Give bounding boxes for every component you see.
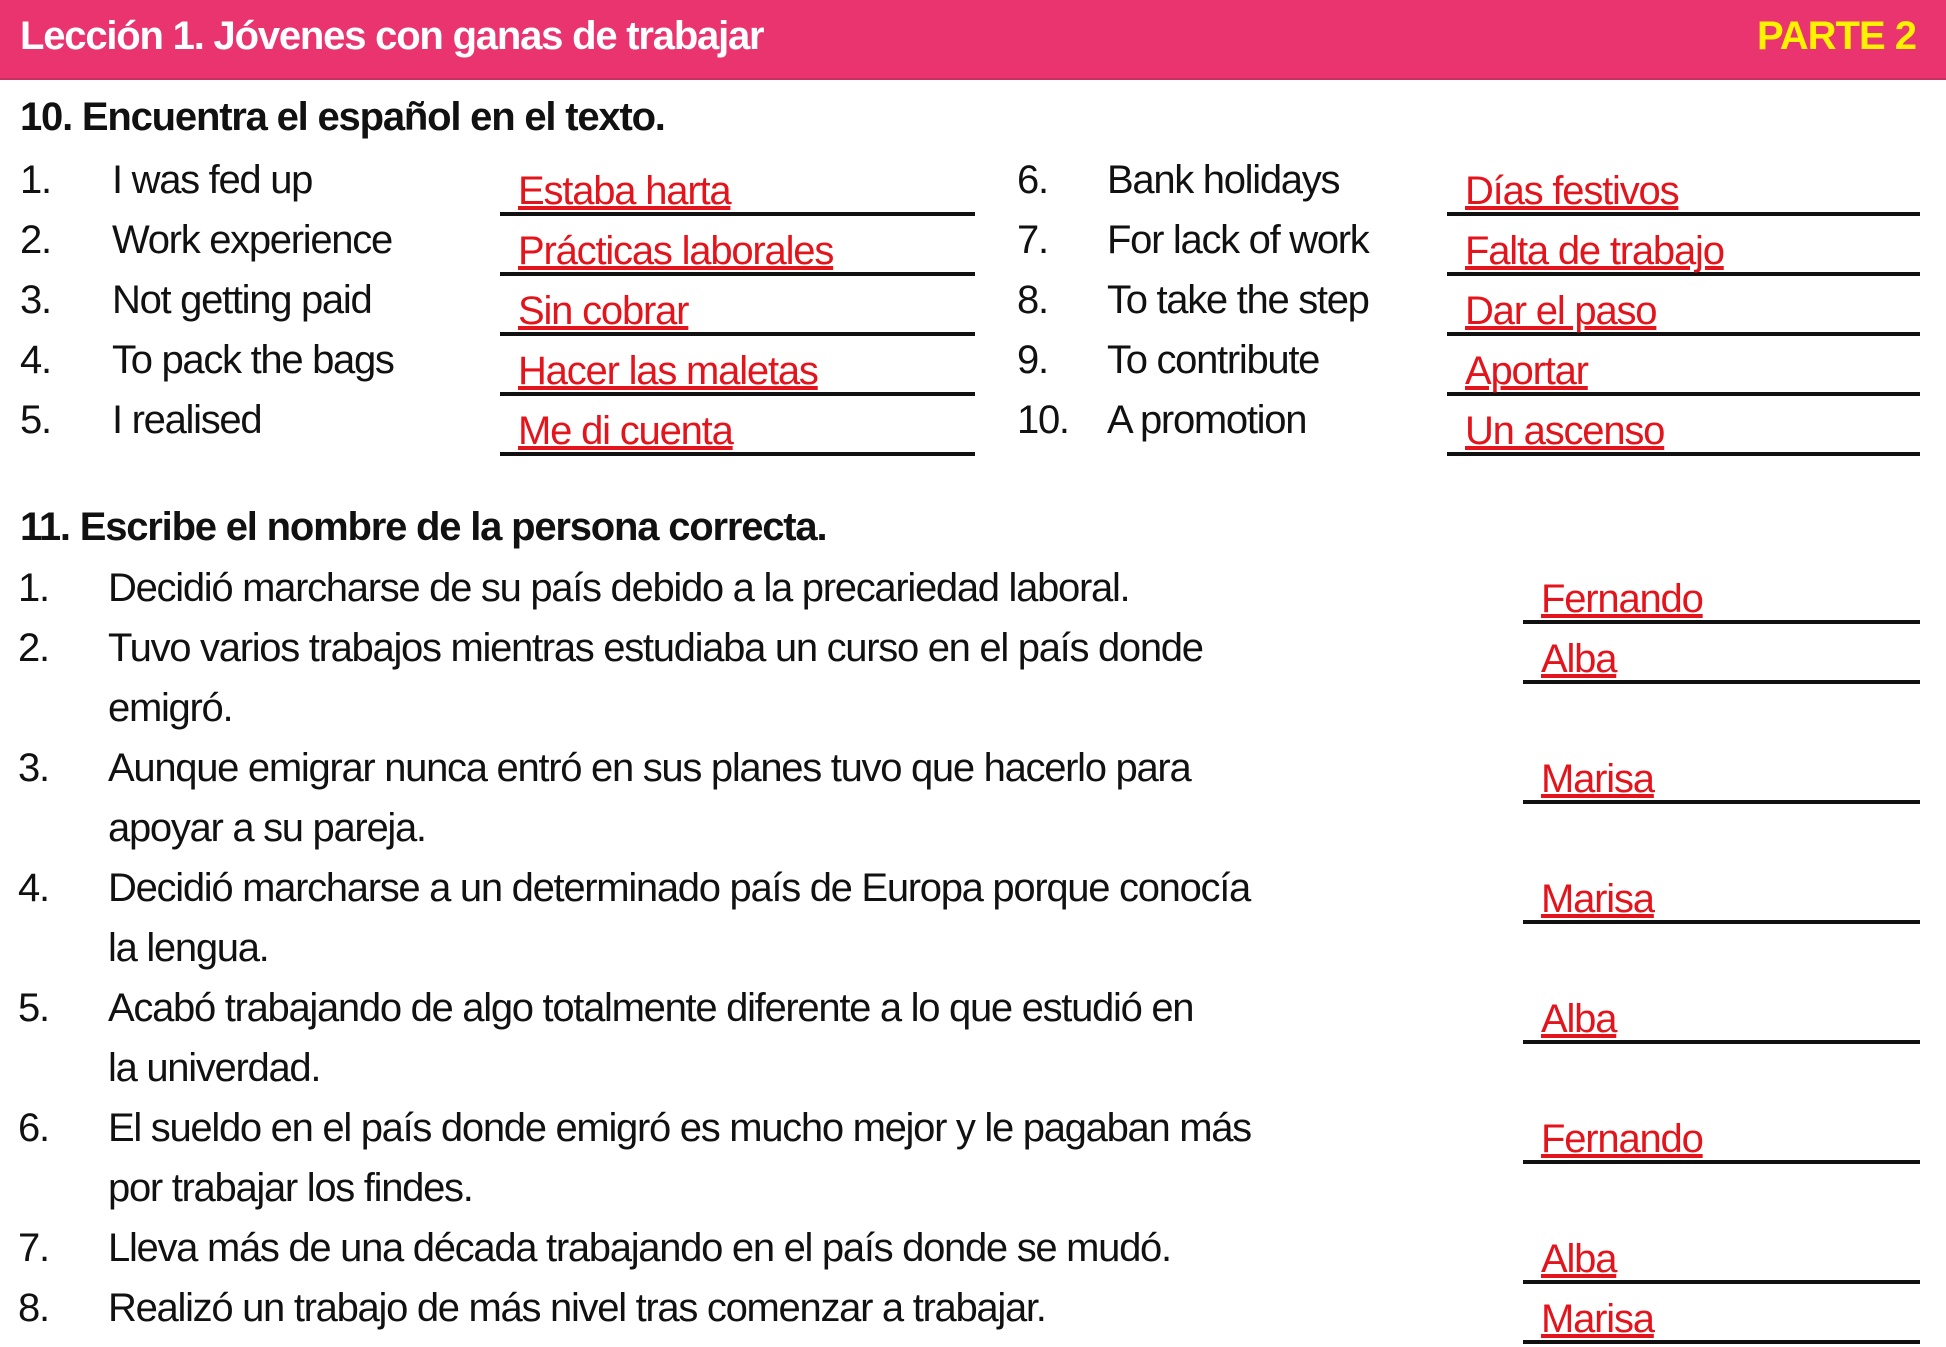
item-number: 6.	[18, 1106, 49, 1150]
answer-field[interactable]	[1447, 222, 1920, 276]
item-number: 2.	[20, 218, 51, 262]
item-number: 3.	[18, 746, 49, 790]
item-number: 1.	[18, 566, 49, 610]
answer-field[interactable]	[1523, 570, 1920, 624]
item-number: 3.	[20, 278, 51, 322]
vocab-row	[0, 338, 1946, 398]
section-11-title: 11. Escribe el nombre de la persona correcta.	[20, 505, 827, 549]
answer-field[interactable]	[1523, 630, 1920, 684]
question-text-continued: apoyar a su pareja.	[108, 806, 426, 850]
spanish-answer: Falta de trabajo	[1465, 229, 1724, 273]
person-answer: Alba	[1541, 1237, 1617, 1281]
answer-field[interactable]	[1523, 990, 1920, 1044]
english-term: To take the step	[1107, 278, 1369, 322]
lesson-title: Lección 1. Jóvenes con ganas de trabajar	[20, 14, 764, 58]
spanish-answer: Prácticas laborales	[518, 229, 834, 273]
vocab-row	[0, 398, 1946, 458]
item-number: 7.	[18, 1226, 49, 1270]
person-answer: Alba	[1541, 997, 1617, 1041]
section-10-title: 10. Encuentra el español en el texto.	[20, 95, 665, 139]
english-term: Bank holidays	[1107, 158, 1340, 202]
item-number: 4.	[20, 338, 51, 382]
answer-field[interactable]	[1523, 870, 1920, 924]
item-number: 5.	[20, 398, 51, 442]
answer-field[interactable]	[1447, 282, 1920, 336]
spanish-answer: Me di cuenta	[518, 409, 733, 453]
question-text: El sueldo en el país donde emigró es mucho mejor y le pagaban más	[108, 1106, 1251, 1150]
english-term: To pack the bags	[112, 338, 394, 382]
question-text: Decidió marcharse a un determinado país de Europa porque conocía	[108, 866, 1250, 910]
question-text: Decidió marcharse de su país debido a la precariedad laboral.	[108, 566, 1130, 610]
item-number: 8.	[18, 1286, 49, 1330]
vocab-row	[0, 278, 1946, 338]
item-number: 7.	[1017, 218, 1048, 262]
question-text-continued: emigró.	[108, 686, 233, 730]
question-row	[0, 986, 1946, 1046]
english-term: To contribute	[1107, 338, 1320, 382]
spanish-answer: Aportar	[1465, 349, 1588, 393]
spanish-answer: Sin cobrar	[518, 289, 689, 333]
person-answer: Fernando	[1541, 577, 1703, 621]
question-text-continued: la univerdad.	[108, 1046, 321, 1090]
spanish-answer: Un ascenso	[1465, 409, 1665, 453]
answer-field[interactable]	[1447, 342, 1920, 396]
item-number: 9.	[1017, 338, 1048, 382]
answer-field[interactable]	[1523, 1230, 1920, 1284]
vocab-row	[0, 158, 1946, 218]
question-row	[0, 866, 1946, 926]
person-answer: Marisa	[1541, 877, 1654, 921]
question-row	[0, 1106, 1946, 1166]
english-term: Work experience	[112, 218, 392, 262]
item-number: 1.	[20, 158, 51, 202]
item-number: 5.	[18, 986, 49, 1030]
vocab-row	[0, 218, 1946, 278]
person-answer: Alba	[1541, 637, 1617, 681]
question-text-continued: la lengua.	[108, 926, 269, 970]
english-term: I was fed up	[112, 158, 313, 202]
person-answer: Marisa	[1541, 757, 1654, 801]
question-row	[0, 1286, 1946, 1346]
person-answer: Fernando	[1541, 1117, 1703, 1161]
english-term: I realised	[112, 398, 262, 442]
spanish-answer: Dar el paso	[1465, 289, 1657, 333]
question-text: Tuvo varios trabajos mientras estudiaba un curso en el país donde	[108, 626, 1203, 670]
question-text: Realizó un trabajo de más nivel tras comenzar a trabajar.	[108, 1286, 1046, 1330]
item-number: 10.	[1017, 398, 1069, 442]
question-row	[0, 746, 1946, 806]
person-answer: Marisa	[1541, 1297, 1654, 1341]
spanish-answer: Hacer las maletas	[518, 349, 818, 393]
question-text-continued: por trabajar los findes.	[108, 1166, 473, 1210]
item-number: 4.	[18, 866, 49, 910]
question-row	[0, 1226, 1946, 1286]
answer-field[interactable]	[1523, 750, 1920, 804]
answer-field[interactable]	[1523, 1110, 1920, 1164]
answer-field[interactable]	[1447, 402, 1920, 456]
question-text: Aunque emigrar nunca entró en sus planes tuvo que hacerlo para	[108, 746, 1191, 790]
question-text: Acabó trabajando de algo totalmente diferente a lo que estudió en	[108, 986, 1194, 1030]
lesson-header-bar	[0, 0, 1946, 80]
answer-field[interactable]	[1447, 162, 1920, 216]
item-number: 6.	[1017, 158, 1048, 202]
part-label: PARTE 2	[1757, 14, 1916, 58]
english-term: For lack of work	[1107, 218, 1369, 262]
english-term: A promotion	[1107, 398, 1307, 442]
question-text: Lleva más de una década trabajando en el país donde se mudó.	[108, 1226, 1171, 1270]
question-row	[0, 626, 1946, 686]
spanish-answer: Días festivos	[1465, 169, 1679, 213]
english-term: Not getting paid	[112, 278, 372, 322]
spanish-answer: Estaba harta	[518, 169, 731, 213]
item-number: 8.	[1017, 278, 1048, 322]
question-row	[0, 566, 1946, 626]
answer-field[interactable]	[1523, 1290, 1920, 1344]
item-number: 2.	[18, 626, 49, 670]
